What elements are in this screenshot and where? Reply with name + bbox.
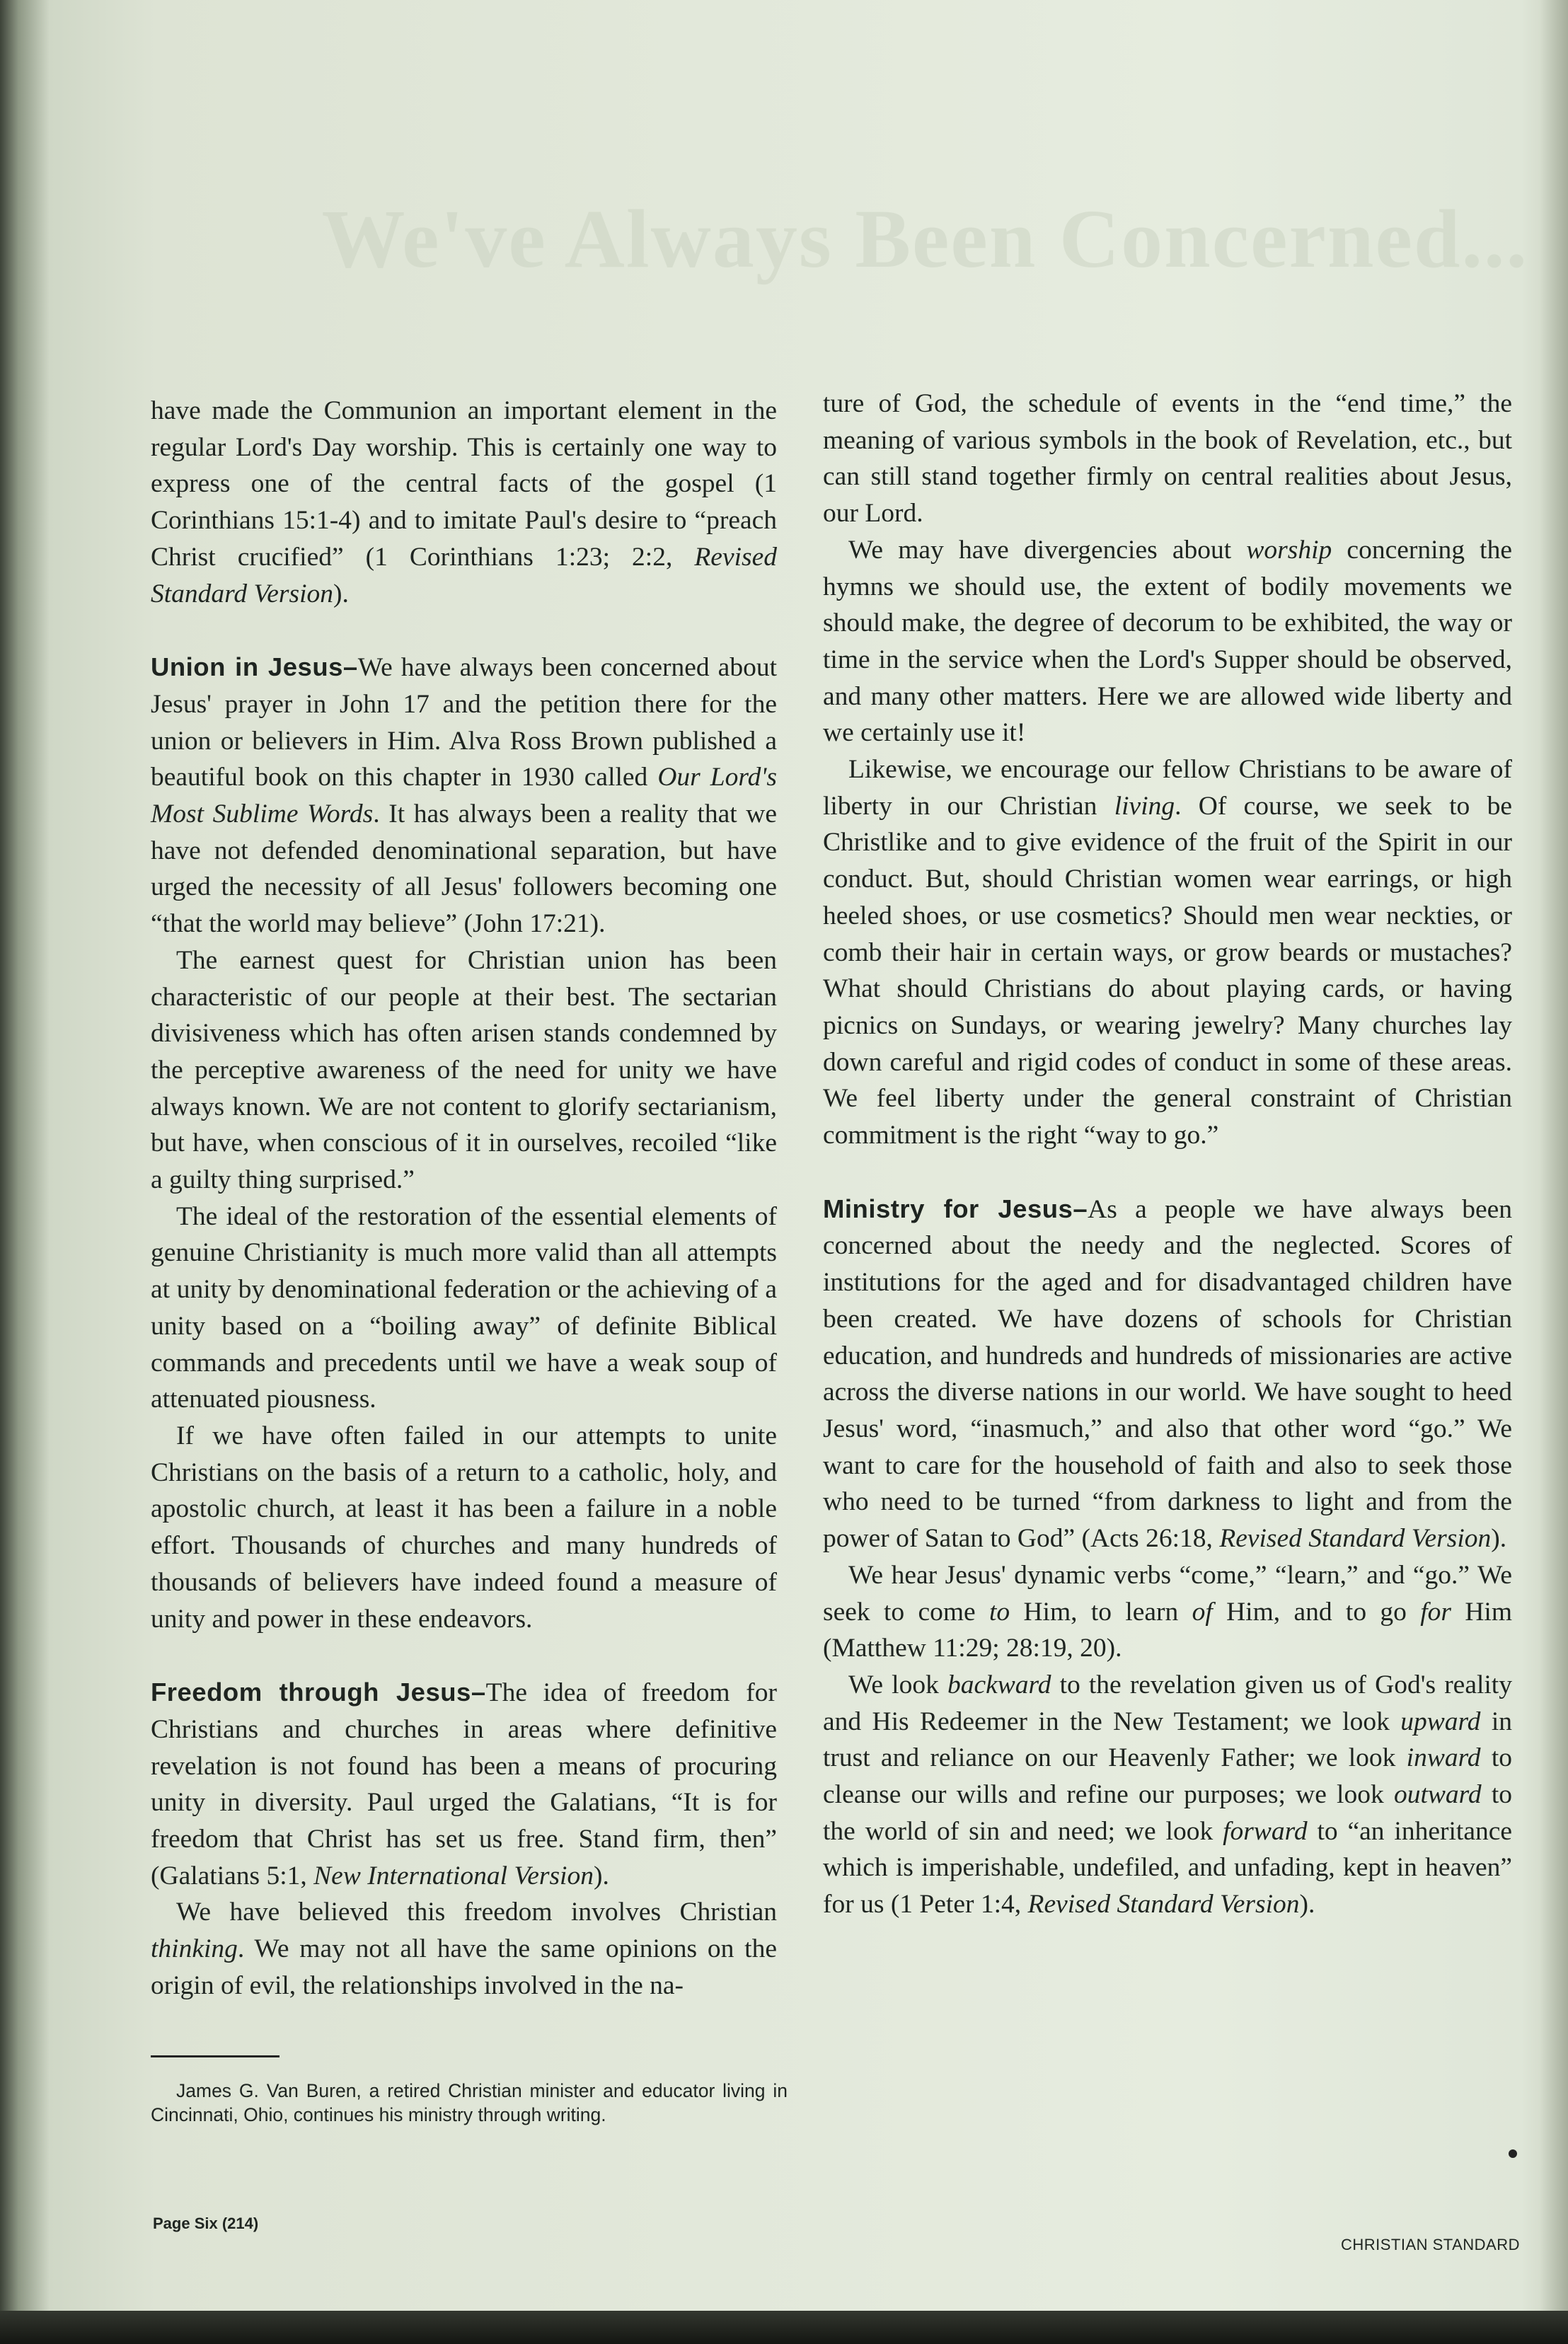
left-column (151, 393, 777, 2004)
paragraph-ministry: Ministry for Jesus–As a people we have always been concerned about the needy and the neglected. Scores of institutions for the aged and for disadvantaged children have been created. We have dozens of schools for Christian education, and hundreds and hundreds of missionaries are active across the diverse nations in our world. We have sought to heed Jesus' word, “inasmuch,” and also that other word “go.” We want to care for the household of faith and also to seek those who need to be turned “from darkness to light and from the power of Satan to God” (Acts 26:18, Revised Standard Version). (823, 1194, 1512, 1554)
paragraph: Likewise, we encourage our fellow Christians to be aware of liberty in our Christian living. Of course, we seek to be Christlike and to give evidence of the fruit of the Spirit in our conduct. But, should Christian women wear earrings, or high heeled shoes, or use cosmetics? Should men wear neckties, or comb their hair in certain ways, or grow beards or mustaches? What should Christians do about playing cards, or having picnics on Sundays, or wearing jewelry? Many churches lay down careful and rigid codes of conduct in some of these areas. We feel liberty under the general constraint of Christian commitment is the right “way to go.” (823, 755, 1512, 1150)
show-through-heading: We've Always Been Concerned... (321, 192, 1528, 285)
right-column (823, 386, 1512, 1923)
magazine-name: CHRISTIAN STANDARD (1340, 2236, 1520, 2253)
paragraph: We have believed this freedom involves Christian thinking. We may not all have the same opinions on the origin of evil, the relationships involved in the na- (151, 1898, 777, 2000)
section-heading-union: Union in Jesus– (151, 652, 358, 682)
paragraph: We may have divergencies about worship concerning the hymns we should use, the extent of bodily movements we should make, the degree of decorum to be exhibited, the way or time in the service when the Lord's Supper should be observed, and many other matters. Here we are allowed wide liberty and we certainly use it! (823, 535, 1512, 748)
page-number: Page Six (214) (153, 2215, 259, 2232)
section-heading-ministry: Ministry for Jesus– (823, 1194, 1088, 1223)
paragraph-freedom: Freedom through Jesus–The idea of freedom for Christians and churches in areas where definitive revelation is not found has been a means of procuring unity in diversity. Paul urged the Galatians, “It is for freedom that Christ has set us free. Stand firm, then” (Galatians 5:1, New International Version). (151, 1678, 777, 1890)
page-edge-shadow (1540, 0, 1568, 2311)
paragraph: have made the Communion an important element in the regular Lord's Day worship. This is certainly one way to express one of the central facts of the gospel (1 Corinthians 15:1-4) and to imitate Paul's desire to “preach Christ crucified” (1 Corinthians 1:23; 2:2, Revised Standard Version). (151, 396, 777, 608)
paragraph: If we have often failed in our attempts to unite Christians on the basis of a return to a catholic, holy, and apostolic church, at least it has been a failure in a noble effort. Thousands of churches and many hundreds of thousands of believers have indeed found a measure of unity and power in these endeavors. (151, 1421, 777, 1634)
author-bio: James G. Van Buren, a retired Christian minister and educator living in Cincinnati, Ohio, continues his ministry through writing. (151, 2080, 788, 2125)
footnote-rule (151, 2055, 279, 2057)
paragraph: The ideal of the restoration of the essential elements of genuine Christianity is much more valid than all attempts at unity by denominational federation or the achieving of a unity based on a “boiling away” of definite Biblical commands and precedents until we have a weak soup of attenuated piousness. (151, 1201, 777, 1414)
paragraph: ture of God, the schedule of events in the “end time,” the meaning of various symbols in the book of Revelation, etc., but can still stand together firmly on central realities about Jesus, our Lord. (823, 389, 1512, 529)
paragraph: We look backward to the revelation given us of God's reality and His Redeemer in the New Testament; we look upward in trust and reliance on our Heavenly Father; we look inward to cleanse our wills and refine our purposes; we look outward to the world of sin and need; we look forward to “an inheritance which is imperishable, undefiled, and unfading, kept in heaven” for us (1 Peter 1:4, Revised Standard Version). (823, 1670, 1513, 1919)
section-heading-freedom: Freedom through Jesus– (151, 1678, 486, 1707)
paragraph: The earnest quest for Christian union has been characteristic of our people at their best. The sectarian divisiveness which has often arisen stands condemned by the perceptive awareness of the need for unity we have always known. We are not content to glorify sectarianism, but have, when conscious of it in ourselves, recoiled “like a guilty thing surprised.” (151, 945, 777, 1195)
scan-bottom-shadow (0, 2311, 1568, 2344)
paragraph-union: Union in Jesus–We have always been concerned about Jesus' prayer in John 17 and the petition there for the union or believers in Him. Alva Ross Brown published a beautiful book on this chapter in 1930 called Our Lord's Most Sublime Words. It has always been a reality that we have not defended denominational separation, but have urged the necessity of all Jesus' followers becoming one “that the world may believe” (John 17:21). (151, 652, 778, 939)
paragraph: We hear Jesus' dynamic verbs “come,” “learn,” and “go.” We seek to come to Him, to learn of Him, and to go for Him (Matthew 11:29; 28:19, 20). (823, 1560, 1513, 1663)
end-of-article-mark (1509, 2149, 1517, 2158)
